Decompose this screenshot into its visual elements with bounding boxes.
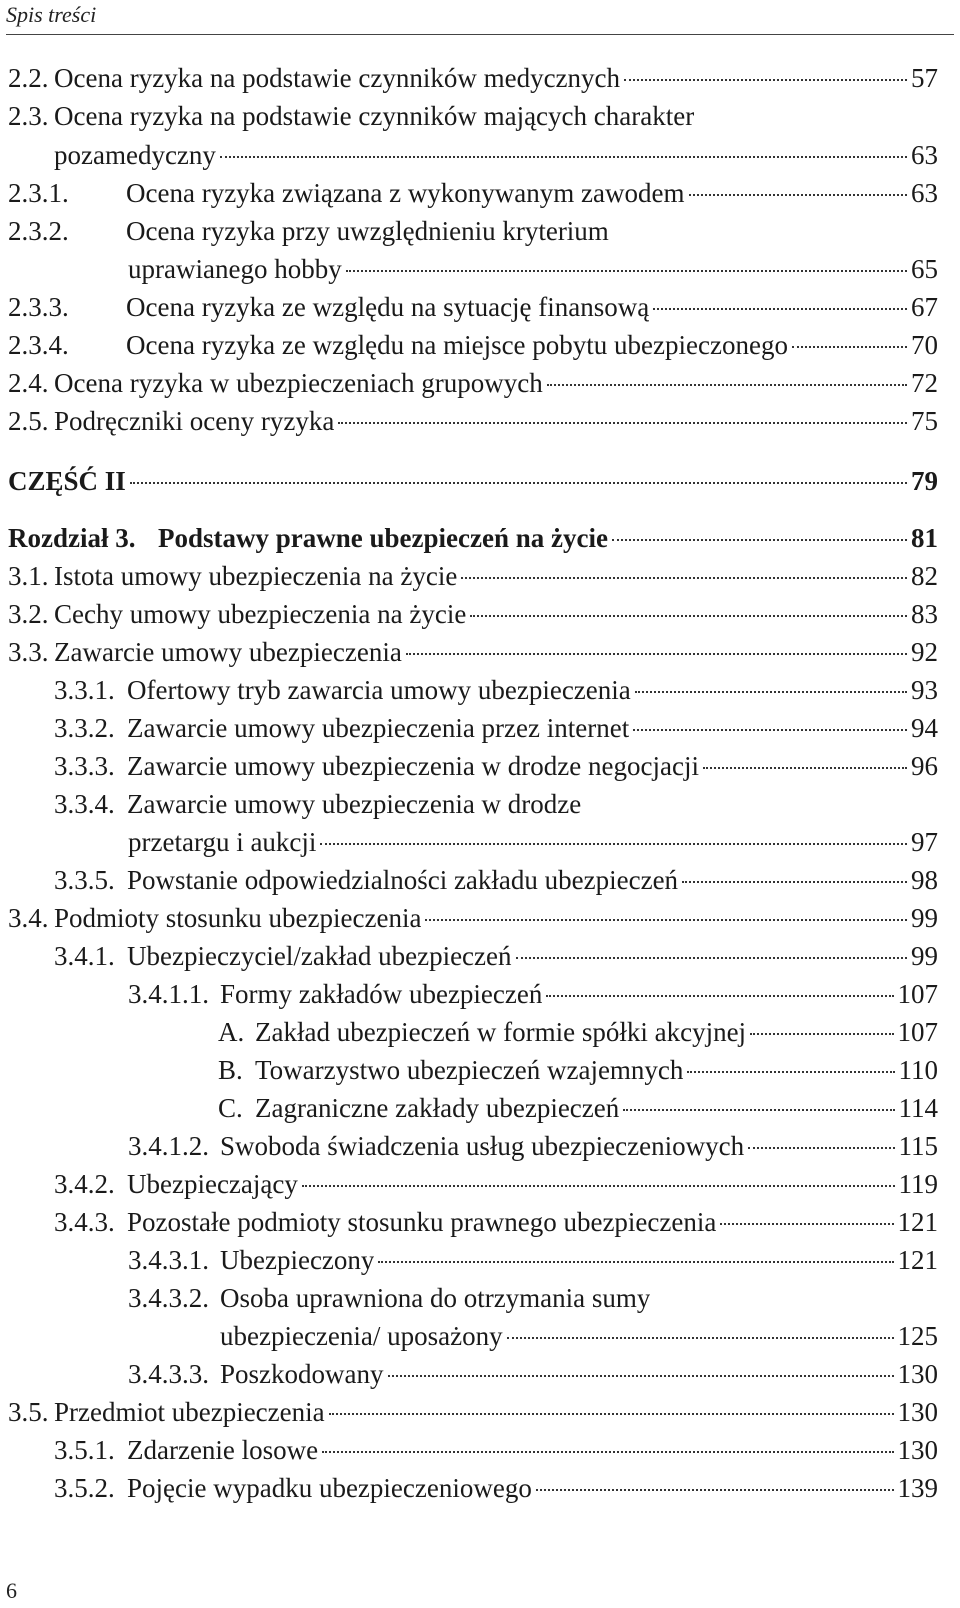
toc-entry-number: 3.3.1. — [54, 675, 115, 705]
toc-entry-number: 3.3.2. — [54, 713, 115, 743]
toc-entry — [8, 58, 938, 98]
toc-entry-title: Zdarzenie losowe — [127, 1435, 319, 1465]
toc-entry-number: 3.3.3. — [54, 751, 115, 781]
toc-entry-title: Ocena ryzyka ze względu na miejsce pobytu ubezpieczonego — [126, 330, 788, 360]
dot-leader — [633, 729, 907, 731]
toc-entry — [128, 1240, 938, 1280]
toc-entry — [8, 461, 938, 501]
toc-entry-title: Ocena ryzyka przy uwzględnieniu kryterium — [126, 216, 609, 246]
toc-entry-page: 130 — [897, 1359, 938, 1389]
toc-entry-page: 94 — [911, 713, 938, 743]
toc-entry-page: 72 — [911, 368, 938, 398]
toc-entry — [128, 822, 938, 862]
toc-entry-page: 125 — [897, 1321, 938, 1351]
toc-entry — [8, 96, 938, 136]
toc-entry-title: Podstawy prawne ubezpieczeń na życie — [158, 523, 608, 553]
toc-entry-page: 81 — [911, 523, 938, 553]
dot-leader — [792, 346, 907, 348]
toc-entry-title: Zawarcie umowy ubezpieczenia przez internet — [127, 713, 630, 743]
dot-leader — [338, 422, 907, 424]
toc-entry — [54, 860, 938, 900]
dot-leader — [516, 957, 908, 959]
toc-entry-page: 79 — [911, 466, 938, 496]
toc-entry-title: uprawianego hobby — [128, 254, 342, 284]
toc-entry-page: 75 — [911, 406, 938, 436]
toc-entry — [218, 1050, 938, 1090]
toc-entry-title: Zawarcie umowy ubezpieczenia w drodze negocjacji — [127, 751, 699, 781]
toc-entry-page: 67 — [911, 292, 938, 322]
toc-entry-title: Zakład ubezpieczeń w formie spółki akcyjnej — [255, 1017, 747, 1047]
dot-leader — [748, 1147, 894, 1149]
toc-entry-title: Cechy umowy ubezpieczenia na życie — [54, 599, 467, 629]
toc-entry-title: Ubezpieczyciel/zakład ubezpieczeń — [127, 941, 512, 971]
toc-entry — [54, 708, 938, 748]
toc-entry-page: 70 — [911, 330, 938, 360]
toc-entry-title: Podręczniki oceny ryzyka — [54, 406, 335, 436]
dot-leader — [546, 995, 893, 997]
toc-entry-number: 3.4.1.2. — [128, 1131, 209, 1161]
toc-entry-page: 92 — [911, 637, 938, 667]
toc-entry-title: Ubezpieczający — [127, 1169, 298, 1199]
toc-entry-number: 3.2. — [8, 599, 49, 629]
toc-entry-title: Pojęcie wypadku ubezpieczeniowego — [127, 1473, 532, 1503]
toc-entry-title: Przedmiot ubezpieczenia — [54, 1397, 325, 1427]
toc-entry-page: 110 — [898, 1055, 938, 1085]
toc-entry-number: 3.5. — [8, 1397, 49, 1427]
running-header: Spis treści — [6, 2, 97, 27]
toc-entry-title: Istota umowy ubezpieczenia na życie — [54, 561, 458, 591]
toc-entry — [8, 518, 938, 558]
toc-entry-page: 130 — [897, 1435, 938, 1465]
toc-entry — [8, 363, 938, 403]
header-rule — [6, 34, 954, 35]
toc-entry — [218, 1012, 938, 1052]
toc-entry-title: ubezpieczenia/ uposażony — [220, 1321, 503, 1351]
toc-entry-number: 3.4.1. — [54, 941, 115, 971]
dot-leader — [536, 1489, 894, 1491]
dot-leader — [547, 384, 907, 386]
dot-leader — [623, 1109, 894, 1111]
dot-leader — [624, 79, 907, 81]
dot-leader — [320, 843, 907, 845]
toc-entry — [128, 249, 938, 289]
toc-entry-title: Ocena ryzyka ze względu na sytuację finansową — [126, 292, 650, 322]
toc-entry-title: Zawarcie umowy ubezpieczenia w drodze — [127, 789, 582, 819]
toc-entry-title: Ocena ryzyka w ubezpieczeniach grupowych — [54, 368, 543, 398]
dot-leader — [302, 1185, 895, 1187]
toc-entry-page: 65 — [911, 254, 938, 284]
toc-entry-title: Formy zakładów ubezpieczeń — [220, 979, 543, 1009]
toc-entry-page: 82 — [911, 561, 938, 591]
dot-leader — [682, 881, 907, 883]
dot-leader — [346, 270, 907, 272]
toc-entry-title: Zagraniczne zakłady ubezpieczeń — [255, 1093, 620, 1123]
dot-leader — [220, 156, 907, 158]
dot-leader — [322, 1451, 893, 1453]
dot-leader — [130, 482, 907, 484]
toc-entry — [54, 670, 938, 710]
toc-entry-page: 107 — [897, 979, 938, 1009]
dot-leader — [388, 1375, 894, 1377]
dot-leader — [406, 653, 907, 655]
toc-entry-title: Ocena ryzyka na podstawie czynników medycznych — [54, 63, 621, 93]
toc-entry-page: 98 — [911, 865, 938, 895]
toc-entry — [54, 1202, 938, 1242]
toc-entry-page: 63 — [911, 140, 938, 170]
dot-leader — [689, 194, 908, 196]
toc-entry — [128, 974, 938, 1014]
toc-entry-page: 83 — [911, 599, 938, 629]
toc-entry-number: C. — [218, 1093, 243, 1123]
toc-entry — [54, 1430, 938, 1470]
toc-entry-page: 107 — [897, 1017, 938, 1047]
toc-entry-title: przetargu i aukcji — [128, 827, 317, 857]
toc-entry-number: 3.4.3.1. — [128, 1245, 209, 1275]
toc-entry — [128, 1354, 938, 1394]
toc-entry-number: 3.4.3.2. — [128, 1283, 209, 1313]
toc-entry-page: 57 — [911, 63, 938, 93]
toc-entry-number: 3.3.5. — [54, 865, 115, 895]
toc-entry-number: 3.5.2. — [54, 1473, 115, 1503]
toc-entry — [54, 1468, 938, 1508]
toc-entry-page: 96 — [911, 751, 938, 781]
toc-entry-number: 3.4. — [8, 903, 49, 933]
toc-entry-number: Rozdział 3. — [8, 523, 136, 553]
toc-entry — [8, 325, 938, 365]
dot-leader — [653, 308, 907, 310]
toc-entry-title: Ocena ryzyka związana z wykonywanym zawodem — [126, 178, 685, 208]
dot-leader — [635, 691, 907, 693]
toc-entry-page: 99 — [911, 903, 938, 933]
toc-entry-title: Zawarcie umowy ubezpieczenia — [54, 637, 402, 667]
toc-entry-page: 97 — [911, 827, 938, 857]
page-number: 6 — [6, 1578, 17, 1603]
toc-entry-title: Poszkodowany — [220, 1359, 384, 1389]
dot-leader — [687, 1071, 894, 1073]
toc-entry-title: Pozostałe podmioty stosunku prawnego ubezpieczenia — [127, 1207, 717, 1237]
toc-entry-number: 2.3.1. — [8, 178, 69, 208]
toc-entry — [54, 746, 938, 786]
toc-entry-title: Ubezpieczony — [220, 1245, 375, 1275]
toc-entry-number: 3.4.1.1. — [128, 979, 209, 1009]
dot-leader — [425, 919, 907, 921]
toc-entry — [220, 1316, 938, 1356]
toc-entry-page: 119 — [898, 1169, 938, 1199]
dot-leader — [378, 1261, 893, 1263]
dot-leader — [612, 539, 907, 541]
toc-entry-title: Osoba uprawniona do otrzymania sumy — [220, 1283, 651, 1313]
toc-entry-number: 3.4.3.3. — [128, 1359, 209, 1389]
dot-leader — [703, 767, 907, 769]
toc-entry — [128, 1278, 938, 1318]
dot-leader — [720, 1223, 893, 1225]
toc-entry-page: 115 — [898, 1131, 938, 1161]
toc-entry-title: pozamedyczny — [54, 140, 216, 170]
toc-entry — [54, 784, 938, 824]
toc-entry-page: 121 — [897, 1207, 938, 1237]
toc-entry-number: 3.5.1. — [54, 1435, 115, 1465]
toc-entry-number: 2.2. — [8, 63, 49, 93]
toc-entry — [8, 556, 938, 596]
toc-entry — [128, 1126, 938, 1166]
toc-entry — [8, 211, 938, 251]
toc-entry — [218, 1088, 938, 1128]
dot-leader — [461, 577, 907, 579]
toc-entry-title: Podmioty stosunku ubezpieczenia — [54, 903, 422, 933]
toc-entry-page: 114 — [898, 1093, 938, 1123]
toc-entry — [8, 1392, 938, 1432]
toc-entry — [54, 936, 938, 976]
toc-entry-page: 139 — [897, 1473, 938, 1503]
toc-entry — [54, 135, 938, 175]
toc-entry-number: 3.3.4. — [54, 789, 115, 819]
toc-entry-title: CZĘŚĆ II — [8, 466, 126, 496]
toc-entry — [8, 173, 938, 213]
toc-entry-page: 99 — [911, 941, 938, 971]
toc-entry-title: Ofertowy tryb zawarcia umowy ubezpieczenia — [127, 675, 631, 705]
toc-entry-number: 2.3. — [8, 101, 49, 131]
toc-entry-number: 2.3.2. — [8, 216, 69, 246]
toc-entry-number: 2.3.4. — [8, 330, 69, 360]
dot-leader — [750, 1033, 893, 1035]
toc-entry — [54, 1164, 938, 1204]
toc-entry-page: 130 — [897, 1397, 938, 1427]
toc-entry-page: 93 — [911, 675, 938, 705]
toc-entry — [8, 632, 938, 672]
toc-entry-title: Powstanie odpowiedzialności zakładu ubezpieczeń — [127, 865, 679, 895]
toc-entry-page: 63 — [911, 178, 938, 208]
toc-entry — [8, 594, 938, 634]
dot-leader — [507, 1337, 894, 1339]
dot-leader — [329, 1413, 894, 1415]
toc-entry-number: 2.4. — [8, 368, 49, 398]
toc-entry-number: A. — [218, 1017, 245, 1047]
toc-entry-number: 3.4.3. — [54, 1207, 115, 1237]
toc-entry-number: 3.4.2. — [54, 1169, 115, 1199]
toc-entry-number: 2.3.3. — [8, 292, 69, 322]
toc-entry — [8, 287, 938, 327]
toc-entry-title: Swoboda świadczenia usług ubezpieczeniowych — [220, 1131, 745, 1161]
toc-entry-title: Towarzystwo ubezpieczeń wzajemnych — [255, 1055, 684, 1085]
toc-entry — [8, 401, 938, 441]
toc-entry-page: 121 — [897, 1245, 938, 1275]
toc-entry-number: 2.5. — [8, 406, 49, 436]
toc-entry-number: B. — [218, 1055, 243, 1085]
toc-entry — [8, 898, 938, 938]
toc-entry-number: 3.1. — [8, 561, 49, 591]
toc-entry-title: Ocena ryzyka na podstawie czynników mających charakter — [54, 101, 695, 131]
toc-entry-number: 3.3. — [8, 637, 49, 667]
dot-leader — [470, 615, 907, 617]
